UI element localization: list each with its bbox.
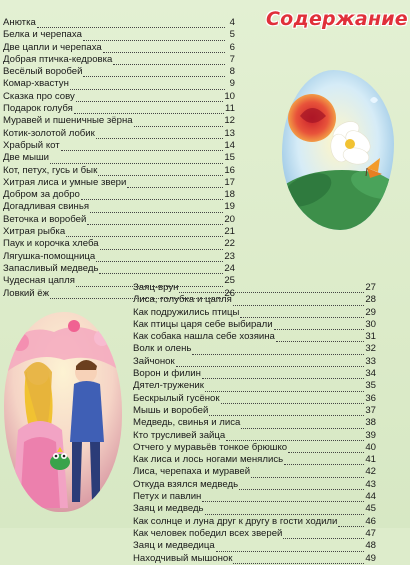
toc-entry [133,343,376,355]
toc-entry-page-number: 45 [365,503,376,515]
toc-entry-title: Две мыши [3,152,50,164]
toc-entry-page-number: 48 [365,540,376,552]
toc-entry [3,78,235,90]
toc-leader-dots [205,508,365,515]
toc-leader-dots [134,120,224,127]
toc-entry-page-number: 4 [229,17,235,28]
toc-entry [3,29,235,41]
toc-leader-dots [233,557,364,564]
toc-entry-page-number: 47 [365,527,376,539]
toc-entry-title: Кто трусливей зайца [133,429,226,441]
toc-leader-dots [179,286,364,293]
toc-entry-page-number: 11 [225,103,235,115]
toc-leader-dots [74,107,224,114]
toc-entry [3,177,235,189]
toc-entry-page-number: 49 [365,552,376,564]
toc-entry-page-number: 10 [224,90,235,102]
toc-entry-title: Комар-хвастун [3,78,69,90]
toc-leader-dots [96,255,223,262]
toc-entry-page-number: 46 [365,515,376,527]
toc-entry [133,417,376,429]
toc-entry-title: Лиса, голубка и цапля [133,294,232,306]
toc-entry-page-number: 20 [224,213,235,225]
toc-entry-page-number: 16 [224,164,235,176]
toc-entry-title: Как лиса и лось ногами менялись [133,454,284,466]
toc-entry-title: Подарок голубя [3,103,73,115]
toc-entry-page-number: 8 [229,66,235,78]
toc-entry-page-number: 38 [365,417,376,429]
toc-entry [3,251,235,263]
toc-leader-dots [76,95,224,102]
toc-entry [133,516,376,528]
toc-entry-page-number: 23 [224,250,235,262]
toc-leader-dots [276,335,364,342]
toc-leader-dots [83,70,225,77]
toc-entry-title: Как подружились птицы [133,306,240,318]
toc-entry [133,553,376,565]
toc-entry-page-number: 43 [365,478,376,490]
toc-entry-page-number: 22 [224,238,235,250]
toc-entry-title: Ловкий ёж [3,287,50,299]
toc-entry-title: Чудесная цапля [3,275,75,287]
toc-leader-dots [338,520,364,527]
toc-entry [3,189,235,201]
toc-entry-title: Запасливый медведь [3,262,99,274]
toc-entry-title: Заяц-врун [133,282,179,293]
toc-entry [133,430,376,442]
toc-entry [133,466,376,478]
toc-leader-dots [241,422,364,429]
toc-entry [133,393,376,405]
page-title: Содержание [266,8,408,30]
toc-entry-page-number: 31 [365,331,376,343]
toc-entry-title: Кот, петух, гусь и бык [3,164,98,176]
toc-entry-title: Заяц и медведица [133,540,215,552]
princess-prince-illustration [4,312,122,512]
toc-entry-page-number: 19 [224,201,235,213]
toc-entry [3,201,235,213]
toc-entry-page-number: 29 [365,306,376,318]
toc-leader-dots [283,532,364,539]
toc-entry-title: Как солнце и луна друг к другу в гости ходили [133,515,338,527]
flowers-illustration [282,70,394,230]
toc-entry [133,356,376,368]
toc-entry-title: Сказка про сову [3,90,75,102]
toc-entry-title: Откуда взялся медведь [133,478,239,490]
toc-leader-dots [100,243,224,250]
toc-entry-page-number: 27 [365,282,376,293]
toc-entry [133,380,376,392]
toc-leader-dots [251,471,364,478]
toc-entry [3,17,235,29]
toc-entry-page-number: 39 [365,429,376,441]
toc-column-right [133,282,376,565]
toc-entry [3,152,235,164]
toc-entry-page-number: 24 [224,262,235,274]
toc-entry [133,540,376,552]
toc-entry-title: Добрая птичка-кедровка [3,53,113,65]
toc-leader-dots [288,446,364,453]
toc-leader-dots [70,83,225,90]
toc-entry [133,319,376,331]
toc-entry-page-number: 25 [224,275,235,287]
toc-entry [133,331,376,343]
toc-entry-page-number: 7 [229,53,235,65]
toc-entry [3,238,235,250]
toc-entry-title: Веточка и воробей [3,213,87,225]
toc-entry-page-number: 6 [229,41,235,53]
toc-leader-dots [192,348,364,355]
toc-leader-dots [61,144,224,151]
toc-leader-dots [205,385,364,392]
toc-entry-page-number: 33 [365,355,376,367]
toc-entry-title: Анютка [3,17,36,28]
toc-entry [133,405,376,417]
toc-entry-page-number: 36 [365,392,376,404]
toc-leader-dots [274,323,365,330]
toc-entry-title: Как собака нашла себе хозяина [133,331,275,343]
toc-entry-page-number: 44 [365,491,376,503]
toc-entry [3,263,235,275]
toc-entry-title: Догадливая свинья [3,201,90,213]
toc-leader-dots [209,409,364,416]
toc-entry-page-number: 13 [224,127,235,139]
toc-leader-dots [103,46,225,53]
toc-entry-title: Заяц и медведь [133,503,204,515]
toc-entry-title: Две цапли и черепаха [3,41,102,53]
toc-entry [3,66,235,78]
toc-entry-title: Волк и олень [133,343,192,355]
toc-leader-dots [99,267,223,274]
toc-entry-page-number: 40 [365,441,376,453]
toc-leader-dots [96,132,223,139]
toc-entry-page-number: 15 [224,152,235,164]
toc-entry [3,214,235,226]
toc-leader-dots [240,311,364,318]
toc-entry-title: Дятел-труженик [133,380,204,392]
toc-entry [133,491,376,503]
toc-leader-dots [202,495,364,502]
toc-entry-title: Находчивый мышонок [133,552,233,564]
toc-entry [3,226,235,238]
toc-leader-dots [90,206,223,213]
toc-entry-page-number: 34 [365,368,376,380]
toc-entry [3,91,235,103]
toc-leader-dots [233,299,365,306]
toc-entry [3,165,235,177]
toc-entry-title: Паук и корочка хлеба [3,238,99,250]
toc-leader-dots [127,181,223,188]
toc-leader-dots [284,458,364,465]
toc-entry-page-number: 5 [229,29,235,41]
toc-entry-page-number: 37 [365,404,376,416]
toc-entry [3,115,235,127]
toc-leader-dots [113,58,225,65]
toc-entry-title: Весёлый воробей [3,66,83,78]
toc-entry-title: Котик-золотой лобик [3,127,95,139]
toc-entry [3,103,235,115]
toc-leader-dots [176,360,365,367]
toc-entry-page-number: 12 [224,115,235,127]
toc-entry-title: Лиса, черепаха и муравей [133,466,251,478]
toc-entry-page-number: 17 [224,176,235,188]
toc-leader-dots [87,218,223,225]
toc-entry-title: Белка и черепаха [3,29,82,41]
toc-entry-title: Бескрылый гусёнок [133,392,220,404]
toc-leader-dots [221,397,365,404]
toc-entry-page-number: 42 [365,466,376,478]
toc-entry [133,368,376,380]
toc-entry [133,282,376,294]
toc-entry-page-number: 30 [365,318,376,330]
toc-entry [3,54,235,66]
toc-entry [133,503,376,515]
toc-entry-title: Как птицы царя себе выбирали [133,318,273,330]
toc-entry-page-number: 21 [224,226,235,238]
toc-leader-dots [83,34,225,41]
toc-leader-dots [50,157,223,164]
toc-entry [133,294,376,306]
toc-entry-page-number: 9 [229,78,235,90]
toc-entry-title: Мышь и воробей [133,404,209,416]
toc-entry [3,42,235,54]
toc-entry-title: Хитрая рыбка [3,226,66,238]
toc-entry [133,479,376,491]
toc-entry-page-number: 18 [224,189,235,201]
toc-leader-dots [202,372,364,379]
toc-entry-title: Муравей и пшеничные зёрна [3,115,133,127]
toc-entry [133,442,376,454]
toc-entry-title: Добром за добро [3,189,80,201]
toc-entry-title: Отчего у муравьёв тонкое брюшко [133,441,288,453]
toc-leader-dots [37,21,225,28]
toc-entry-title: Зайчонок [133,355,175,367]
toc-entry [3,140,235,152]
toc-entry-title: Петух и павлин [133,491,202,503]
toc-entry-page-number: 26 [224,287,235,299]
toc-entry-page-number: 14 [224,139,235,151]
toc-entry-title: Лягушка-помощница [3,250,96,262]
toc-entry [3,128,235,140]
toc-entry-page-number: 28 [365,294,376,306]
toc-leader-dots [66,230,223,237]
toc-leader-dots [81,193,223,200]
toc-entry-title: Храбрый кот [3,139,60,151]
toc-entry-title: Ворон и филин [133,368,201,380]
toc-entry-page-number: 35 [365,380,376,392]
toc-leader-dots [239,483,364,490]
toc-leader-dots [216,545,365,552]
toc-entry-page-number: 32 [365,343,376,355]
toc-entry [133,454,376,466]
toc-entry [133,307,376,319]
toc-entry [133,528,376,540]
toc-entry-page-number: 41 [365,454,376,466]
toc-column-left [3,17,235,300]
toc-leader-dots [98,169,223,176]
toc-leader-dots [226,434,364,441]
toc-entry-title: Как человек победил всех зверей [133,527,283,539]
toc-entry-title: Медведь, свинья и лиса [133,417,241,429]
toc-entry-title: Хитрая лиса и умные звери [3,176,127,188]
